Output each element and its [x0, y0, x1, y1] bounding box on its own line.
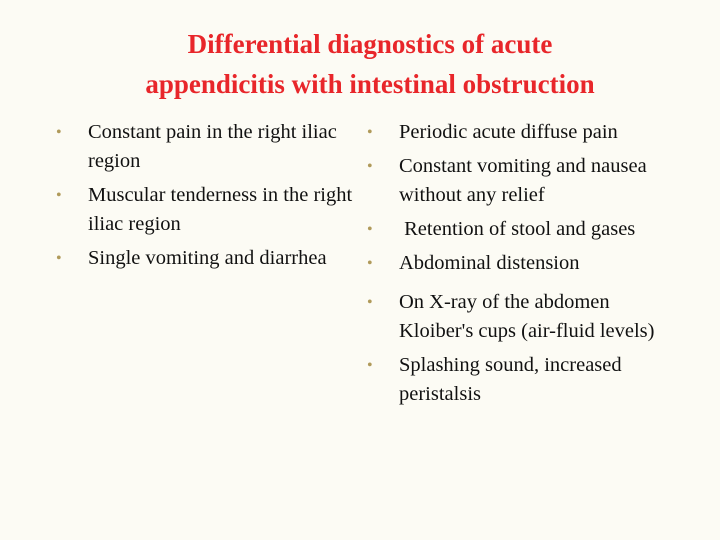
bullet-icon: • — [367, 357, 373, 374]
list-item — [367, 152, 687, 210]
left-column-list — [56, 118, 356, 278]
list-item — [367, 215, 687, 244]
list-item-text: Abdominal distension — [399, 252, 580, 274]
list-item — [56, 181, 356, 239]
list-item — [367, 118, 687, 147]
title-line-2: appendicitis with intestinal obstruction — [145, 69, 595, 99]
bullet-icon: • — [367, 158, 373, 175]
list-item-text: On X-ray of the abdomen Kloiber's cups (air-fluid levels) — [399, 291, 655, 342]
list-item — [367, 249, 687, 278]
bullet-icon: • — [367, 124, 373, 141]
bullet-icon: • — [56, 187, 62, 204]
list-item — [367, 288, 687, 346]
list-item-text: Periodic acute diffuse pain — [399, 121, 618, 143]
list-item — [367, 351, 687, 409]
bullet-icon: • — [367, 294, 373, 311]
right-column-list — [367, 118, 687, 414]
bullet-icon: • — [56, 124, 62, 141]
slide-title — [40, 24, 700, 104]
title-line-1: Differential diagnostics of acute — [187, 29, 553, 59]
list-item — [56, 118, 356, 176]
list-item-text: Muscular tenderness in the right iliac region — [88, 184, 353, 235]
list-item-text: Single vomiting and diarrhea — [88, 247, 327, 269]
list-item-text: Splashing sound, increased peristalsis — [399, 354, 622, 405]
bullet-icon: • — [56, 250, 62, 267]
list-item-text: Constant vomiting and nausea without any relief — [399, 155, 647, 206]
list-item — [56, 244, 356, 273]
bullet-icon: • — [367, 255, 373, 272]
list-item-text: Retention of stool and gases — [399, 218, 636, 240]
bullet-icon: • — [367, 221, 373, 238]
list-item-text: Constant pain in the right iliac region — [88, 121, 337, 172]
